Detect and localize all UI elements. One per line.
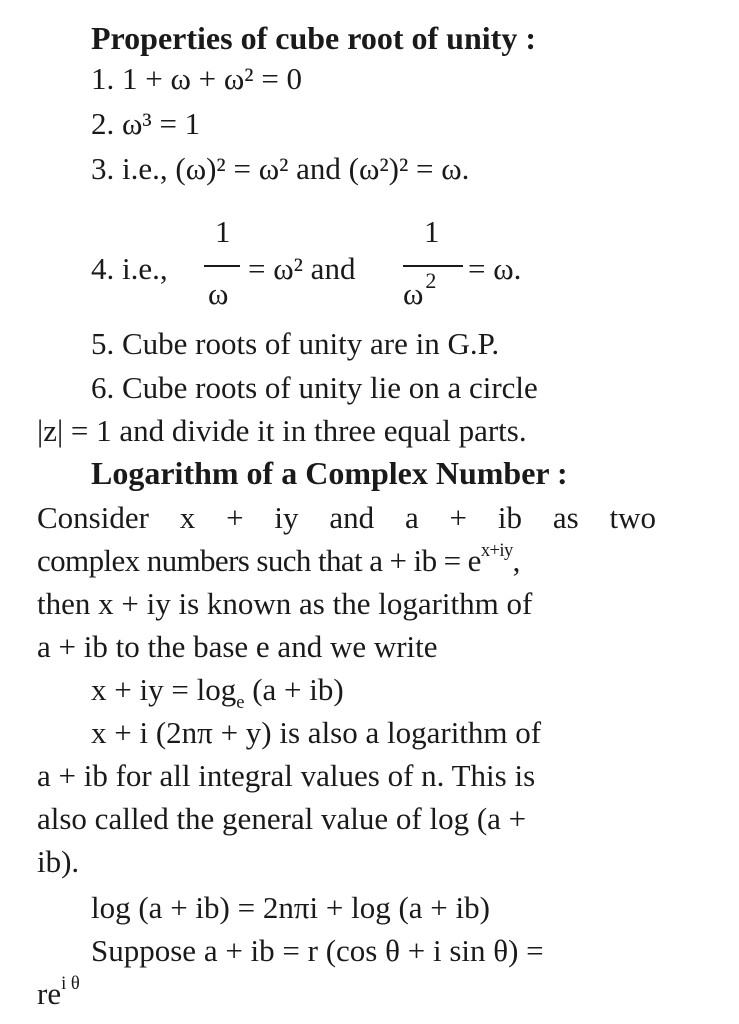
body-line-11: Suppose a + ib = r (cos θ + i sin θ) = bbox=[91, 933, 544, 968]
word: a bbox=[404, 500, 419, 535]
formula-1-lhs: x + iy = log bbox=[91, 672, 237, 707]
property-4-prefix: 4. i.e., bbox=[91, 251, 168, 286]
formula-log-definition bbox=[91, 672, 344, 714]
heading-cube-root-properties: Properties of cube root of unity : bbox=[91, 20, 536, 56]
fraction-2-base: ω bbox=[403, 276, 424, 311]
property-4-end: = ω. bbox=[468, 251, 522, 286]
property-4-middle: = ω² and bbox=[248, 251, 356, 286]
fraction-1-denominator: ω bbox=[208, 276, 229, 311]
body-line-2-text: complex numbers such that a + ib = e bbox=[37, 543, 481, 578]
body-line-3: then x + iy is known as the logarithm of bbox=[37, 586, 533, 621]
fraction-2-numerator: 1 bbox=[424, 214, 440, 249]
body-line-12 bbox=[37, 973, 80, 1011]
exponent-i-theta: i θ bbox=[61, 973, 80, 995]
fraction-1-bar bbox=[204, 265, 240, 267]
exponent-x-plus-iy: x+iy bbox=[480, 540, 513, 562]
body-line-2 bbox=[37, 540, 520, 578]
fraction-1-numerator: 1 bbox=[215, 214, 231, 249]
re-base: re bbox=[37, 976, 62, 1011]
word: iy bbox=[274, 500, 299, 535]
property-5: 5. Cube roots of unity are in G.P. bbox=[91, 326, 500, 361]
heading-logarithm-complex: Logarithm of a Complex Number : bbox=[91, 455, 568, 491]
word: Consider bbox=[37, 500, 149, 535]
word: + bbox=[449, 500, 468, 535]
fraction-2-denominator bbox=[403, 268, 437, 311]
word: and bbox=[329, 500, 375, 535]
property-3: 3. i.e., (ω)² = ω² and (ω²)² = ω. bbox=[91, 151, 470, 186]
word: two bbox=[609, 500, 656, 535]
body-line-7: a + ib for all integral values of n. This is bbox=[37, 758, 536, 793]
property-6-line-2: |z| = 1 and divide it in three equal parts. bbox=[37, 413, 527, 448]
word: ib bbox=[497, 500, 522, 535]
body-line-1 bbox=[37, 502, 656, 533]
property-2: 2. ω³ = 1 bbox=[91, 106, 201, 141]
word: x bbox=[179, 500, 196, 535]
word: as bbox=[552, 500, 579, 535]
property-1: 1. 1 + ω + ω² = 0 bbox=[91, 61, 303, 96]
fraction-2-bar bbox=[403, 265, 463, 267]
formula-general-log: log (a + ib) = 2nπi + log (a + ib) bbox=[91, 890, 490, 925]
log-base-e: e bbox=[236, 692, 245, 714]
body-line-8: also called the general value of log (a + bbox=[37, 801, 527, 836]
property-6-line-1: 6. Cube roots of unity lie on a circle bbox=[91, 370, 538, 405]
body-line-6: x + i (2nπ + y) is also a logarithm of bbox=[91, 715, 542, 750]
body-line-4: a + ib to the base e and we write bbox=[37, 629, 438, 664]
formula-1-rhs: (a + ib) bbox=[244, 672, 344, 707]
body-line-2-comma: , bbox=[512, 543, 520, 578]
word: + bbox=[226, 500, 244, 535]
fraction-2-exponent: 2 bbox=[425, 268, 437, 293]
body-line-9: ib). bbox=[37, 844, 80, 879]
